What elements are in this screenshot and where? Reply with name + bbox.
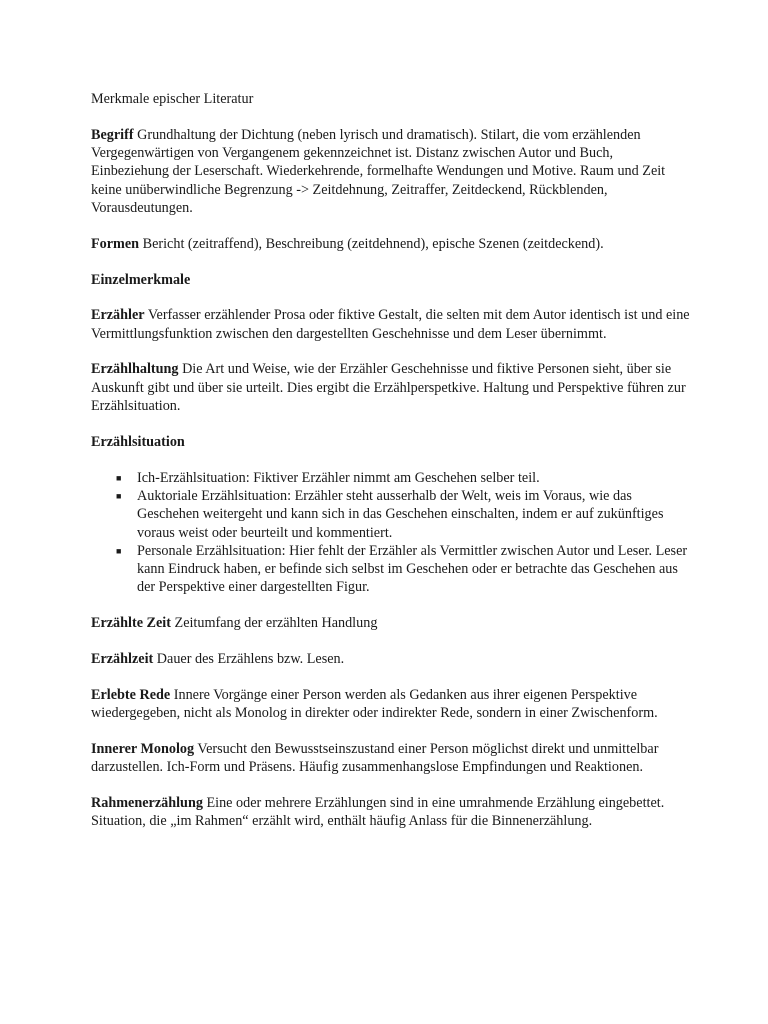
list-item [116, 542, 691, 597]
term-label: Erzählte Zeit [91, 615, 171, 632]
list-item-text: Ich-Erzählsituation: Fiktiver Erzähler nimmt am Geschehen selber teil. [137, 469, 540, 486]
section-erlebte-rede [91, 686, 691, 723]
square-bullet-icon: ■ [116, 490, 122, 501]
section-rahmenerzaehlung [91, 794, 691, 831]
section-innerer-monolog [91, 740, 691, 777]
section-formen [91, 235, 691, 253]
term-text: Versucht den Bewusstseinszustand einer Person möglichst direkt und unmittelbar darzustellen. Ich-Form und Präsens. Häufig zusammenhangslose Empfindungen und Reaktionen. [91, 740, 659, 776]
square-bullet-icon: ■ [116, 472, 122, 483]
term-text: Zeitumfang der erzählten Handlung [170, 615, 378, 632]
section-erzaehler [91, 306, 691, 343]
term-text: Dauer des Erzählens bzw. Lesen. [153, 651, 345, 668]
term-label: Formen [91, 235, 140, 252]
heading-label: Einzelmerkmale [91, 271, 191, 288]
heading-label: Erzählsituation [91, 433, 185, 450]
term-label: Erzählhaltung [91, 361, 179, 378]
section-erzaehlzeit [91, 650, 691, 668]
term-text: Die Art und Weise, wie der Erzähler Geschehnisse und fiktive Personen sieht, über sie Auskunft gibt und über sie urteilt. Dies ergibt die Erzählperspetkive. Haltung und Perspektive führen zur Erzählsituation. [91, 361, 686, 415]
list-item-text: Personale Erzählsituation: Hier fehlt der Erzähler als Vermittler zwischen Autor und Leser. Leser kann Eindruck haben, er befinde sich selbst im Geschehen oder er betrachte das Geschehen aus der Perspektive einer dargestellten Figur. [137, 542, 688, 596]
section-einzelmerkmale [91, 271, 691, 289]
document-title: Merkmale epischer Literatur [91, 91, 254, 107]
list-item-text: Auktoriale Erzählsituation: Erzähler steht ausserhalb der Welt, weis im Voraus, wie das Geschehen weitergeht und kann sich in das Geschehen einschalten, indem er auf zukünftiges voraus weist oder beurteilt und kommentiert. [137, 487, 664, 541]
section-begriff [91, 126, 691, 217]
term-label: Erlebte Rede [91, 686, 171, 703]
square-bullet-icon: ■ [116, 545, 122, 556]
document-page [91, 90, 691, 848]
term-label: Rahmenerzählung [91, 795, 203, 812]
term-text: Verfasser erzählender Prosa oder fiktive Gestalt, die selten mit dem Autor identisch ist und eine Vermittlungsfunktion zwischen den dargestellten Geschehnisse und dem Leser übernimmt. [91, 307, 690, 342]
term-text: Innere Vorgänge einer Person werden als Gedanken aus ihrer eigenen Perspektive wiedergegeben, nicht als Monolog in direkter oder indirekter Rede, sondern in einer Zwischenform. [91, 686, 658, 722]
term-text: Eine oder mehrere Erzählungen sind in eine umrahmende Erzählung eingebettet. Situation, die „im Rahmen“ erzählt wird, enthält häufig Anlass für die Binnenerzählung. [91, 795, 665, 830]
section-erzaehlte-zeit [91, 614, 691, 632]
term-text: Grundhaltung der Dichtung (neben lyrisch und dramatisch). Stilart, die vom erzählenden Vergegenwärtigen von Vergangenem gekennzeichnet ist. Distanz zwischen Autor und Buch, Einbeziehung der Leserschaft. Wiederkehrende, formelhafte Wendungen und Motive. Raum und Zeit keine unüberwindliche Begrenzung -> Zeitdehnung, Zeitraffer, Zeitdeckend, Rückblenden, Vorausdeutungen. [91, 126, 666, 216]
term-label: Erzähler [91, 307, 145, 324]
section-erzaehlsituation [91, 433, 691, 451]
section-erzaehlhaltung [91, 360, 691, 415]
term-label: Begriff [91, 126, 134, 143]
term-label: Innerer Monolog [91, 740, 195, 757]
erzaehlsituation-list [91, 469, 691, 597]
list-item [116, 469, 691, 487]
list-item [116, 487, 691, 542]
term-label: Erzählzeit [91, 651, 154, 668]
term-text: Bericht (zeitraffend), Beschreibung (zeitdehnend), epische Szenen (zeitdeckend). [139, 235, 604, 252]
